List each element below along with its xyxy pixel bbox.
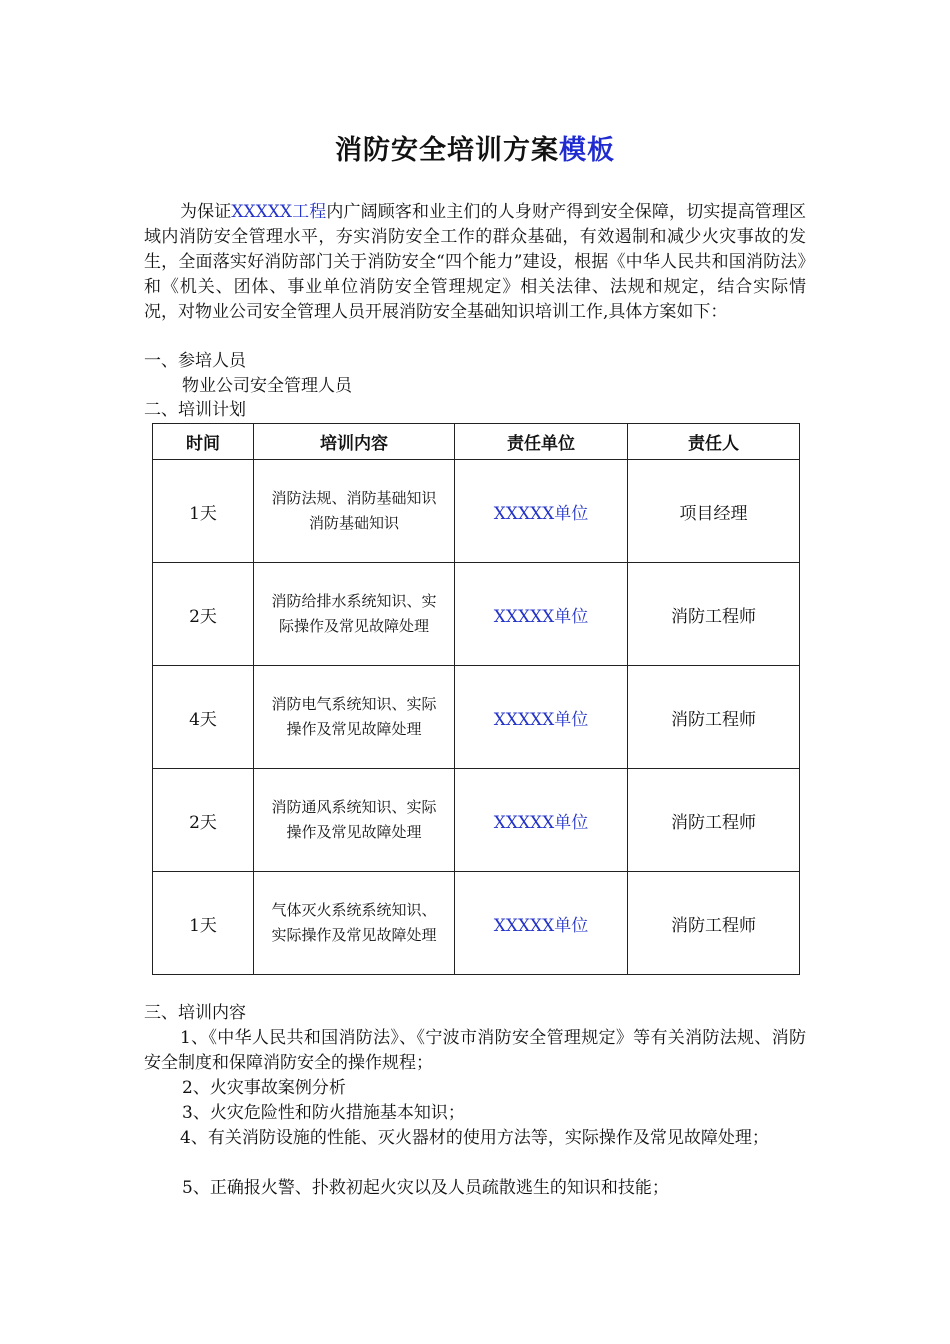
training-plan-table xyxy=(152,423,800,975)
header-person: 责任人 xyxy=(628,424,800,460)
table-row xyxy=(153,563,800,666)
table-row xyxy=(153,460,800,563)
cell-content: 消防电气系统知识、实际操作及常见故障处理 xyxy=(254,666,455,769)
table-row xyxy=(153,666,800,769)
section3-heading: 三、培训内容 xyxy=(144,1003,246,1023)
section3-item: 5、正确报火警、扑救初起火灾以及人员疏散逃生的知识和技能； xyxy=(182,1178,669,1198)
cell-time: 2天 xyxy=(153,563,254,666)
section3-item: 2、火灾事故案例分析 xyxy=(182,1078,346,1098)
header-content: 培训内容 xyxy=(254,424,455,460)
cell-person: 消防工程师 xyxy=(628,563,800,666)
document-title xyxy=(0,128,950,167)
cell-time: 1天 xyxy=(153,872,254,975)
section1-heading: 一、参培人员 xyxy=(144,351,246,371)
table-row xyxy=(153,872,800,975)
cell-person: 项目经理 xyxy=(628,460,800,563)
cell-unit: XXXXX单位 xyxy=(455,666,628,769)
cell-unit: XXXXX单位 xyxy=(455,460,628,563)
content-line: 消防法规、消防基础知识 xyxy=(271,489,437,507)
cell-time: 2天 xyxy=(153,769,254,872)
cell-time: 4天 xyxy=(153,666,254,769)
section3-item: 4、有关消防设施的性能、灭火器材的使用方法等，实际操作及常见故障处理； xyxy=(180,1128,769,1148)
cell-content: 气体灭火系统系统知识、实际操作及常见故障处理 xyxy=(254,872,455,975)
cell-unit: XXXXX单位 xyxy=(455,769,628,872)
cell-content xyxy=(254,460,455,563)
header-time: 时间 xyxy=(153,424,254,460)
cell-time: 1天 xyxy=(153,460,254,563)
intro-rest: 内广阔顾客和业主们的人身财产得到安全保障，切实提高管理区域内消防安全管理水平，夯实消防安全工作的群众基础，有效遏制和减少火灾事故的发生，全面落实好消防部门关于消防安全“四个能力”建设，根据《中华人民共和国消防法》和《机关、团体、事业单位消防安全管理规定》相关法律、法规和规定，结合实际情况，对物业公司安全管理人员开展消防安全基础知识培训工作,具体方案如下： xyxy=(144,202,807,322)
cell-person: 消防工程师 xyxy=(628,666,800,769)
project-name-link: XXXXX工程 xyxy=(231,202,327,222)
header-unit: 责任单位 xyxy=(455,424,628,460)
cell-person: 消防工程师 xyxy=(628,872,800,975)
table-header-row xyxy=(153,424,800,460)
content-line: 消防基础知识 xyxy=(308,514,399,532)
cell-unit: XXXXX单位 xyxy=(455,563,628,666)
cell-unit: XXXXX单位 xyxy=(455,872,628,975)
title-main: 消防安全培训方案 xyxy=(335,135,559,166)
section1-body: 物业公司安全管理人员 xyxy=(182,376,352,396)
intro-paragraph xyxy=(144,200,806,325)
cell-content: 消防给排水系统知识、实际操作及常见故障处理 xyxy=(254,563,455,666)
cell-content: 消防通风系统知识、实际操作及常见故障处理 xyxy=(254,769,455,872)
section2-heading: 二、培训计划 xyxy=(144,400,246,420)
title-highlight: 模板 xyxy=(559,135,615,166)
cell-person: 消防工程师 xyxy=(628,769,800,872)
section3-item: 3、火灾危险性和防火措施基本知识； xyxy=(182,1103,465,1123)
intro-prefix: 为保证 xyxy=(180,202,232,222)
section3-item: 1、《中华人民共和国消防法》、《宁波市消防安全管理规定》等有关消防法规、消防安全制度和保障消防安全的操作规程； xyxy=(144,1028,806,1073)
table-row xyxy=(153,769,800,872)
